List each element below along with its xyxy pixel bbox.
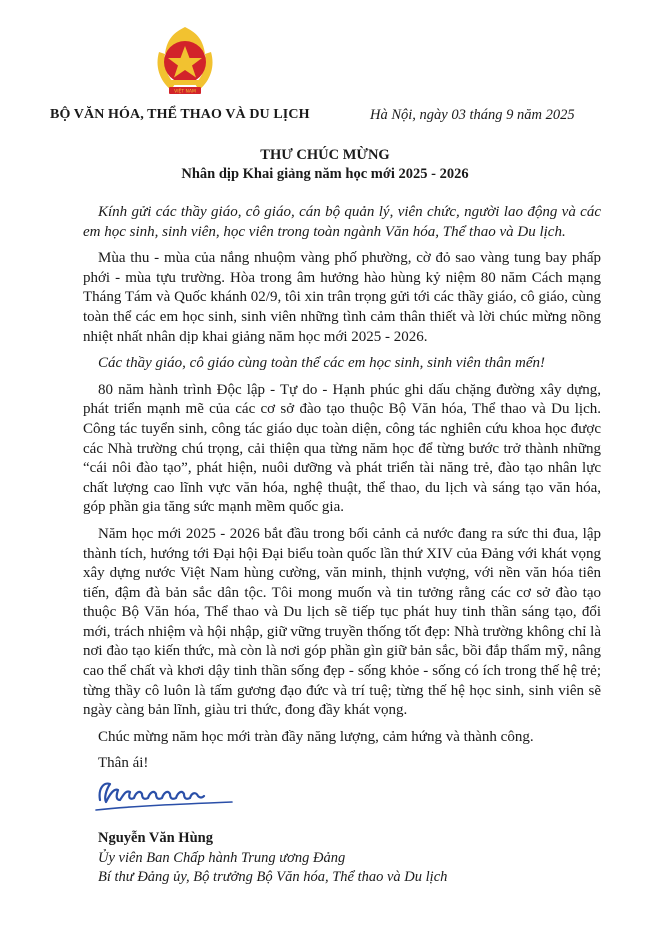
salutation: Kính gửi các thầy giáo, cô giáo, cán bộ quản lý, viên chức, người lao động và các em học sinh, sinh viên, học viên trong toàn ngành Văn hóa, Thể thao và Du lịch. bbox=[83, 204, 601, 240]
handwritten-signature bbox=[92, 770, 242, 818]
svg-text:VIỆT NAM: VIỆT NAM bbox=[174, 89, 196, 95]
paragraph-wishes: Chúc mừng năm học mới tràn đầy năng lượng, cảm hứng và thành công. bbox=[98, 728, 534, 745]
signer-role-2: Bí thư Đảng ủy, Bộ trưởng Bộ Văn hóa, Thể thao và Du lịch bbox=[98, 869, 448, 885]
national-emblem-icon bbox=[145, 24, 225, 100]
letter-subtitle: Nhân dịp Khai giảng năm học mới 2025 - 2026 bbox=[181, 166, 469, 182]
ministry-name: BỘ VĂN HÓA, THỂ THAO VÀ DU LỊCH bbox=[50, 107, 310, 122]
signer-name: Nguyễn Văn Hùng bbox=[98, 830, 213, 846]
paragraph-greeting: Các thầy giáo, cô giáo cùng toàn thể các em học sinh, sinh viên thân mến! bbox=[98, 355, 545, 372]
letter-body bbox=[83, 203, 601, 781]
signer-role-1: Ủy viên Ban Chấp hành Trung ương Đảng bbox=[98, 849, 346, 866]
letter-date: Hà Nội, ngày 03 tháng 9 năm 2025 bbox=[370, 107, 575, 123]
paragraph-1: Mùa thu - mùa của nắng nhuộm vàng phố phường, cờ đỏ sao vàng tung bay phấp phới - mùa tựu trường. Hòa trong âm hưởng hào hùng kỷ niệm 80 năm Cách mạng Tháng Tám và Quốc khánh 02/9, tôi xin trân trọng gửi tới các thầy giáo, cô giáo, cùng toàn thể các em học sinh, sinh viên những tình cảm thân thiết và lời chúc mừng nồng nhiệt nhất nhân dịp khai giảng năm học mới 2025 - 2026. bbox=[83, 250, 601, 345]
signer-block bbox=[98, 829, 447, 888]
paragraph-closing: Thân ái! bbox=[98, 755, 149, 772]
letter-title: THƯ CHÚC MỪNG bbox=[260, 147, 390, 163]
paragraph-3: Năm học mới 2025 - 2026 bắt đầu trong bối cảnh cả nước đang ra sức thi đua, lập thành tích, hướng tới Đại hội Đại biểu toàn quốc lần thứ XIV của Đảng với khát vọng xây dựng nước Việt Nam hùng cường, văn minh, thịnh vượng, với nền văn hóa tiên tiến, đậm đà bản sắc dân tộc. Tôi mong muốn và tin tưởng rằng các cơ sở đào tạo thuộc Bộ Văn hóa, Thể thao và Du lịch sẽ tiếp tục phát huy tinh thần sáng tạo, đổi mới, trách nhiệm và hội nhập, giữ vững truyền thống tốt đẹp: Nhà trường không chỉ là nơi đào tạo kiến thức, mà còn là nơi góp phần gìn giữ bản sắc, bồi đắp thẩm mỹ, nâng cao thể chất và khơi dậy tinh thần sống đẹp - sống khỏe - sống có ích trong thế hệ trẻ; từng thầy cô luôn là tấm gương đạo đức và trí tuệ; từng thế hệ học sinh, sinh viên sẽ ngày càng bản lĩnh, giàu tri thức, đong đầy khát vọng. bbox=[83, 525, 601, 719]
paragraph-2: 80 năm hành trình Độc lập - Tự do - Hạnh phúc ghi dấu chặng đường xây dựng, phát triển mạnh mẽ của các cơ sở đào tạo thuộc Bộ Văn hóa, Thể thao và Du lịch. Công tác tuyển sinh, công tác giáo dục toàn diện, công tác nghiên cứu khoa học được các Nhà trường chú trọng, cải thiện qua từng năm học để từng bước trở thành những “cái nôi đào tạo”, phát hiện, nuôi dưỡng và phát triển tài năng trẻ, đào tạo nhân lực chất lượng cao lĩnh vực văn hóa, nghệ thuật, thể thao, du lịch và sáng tạo văn hóa, góp phần gia tăng sức mạnh mềm quốc gia. bbox=[83, 381, 601, 516]
